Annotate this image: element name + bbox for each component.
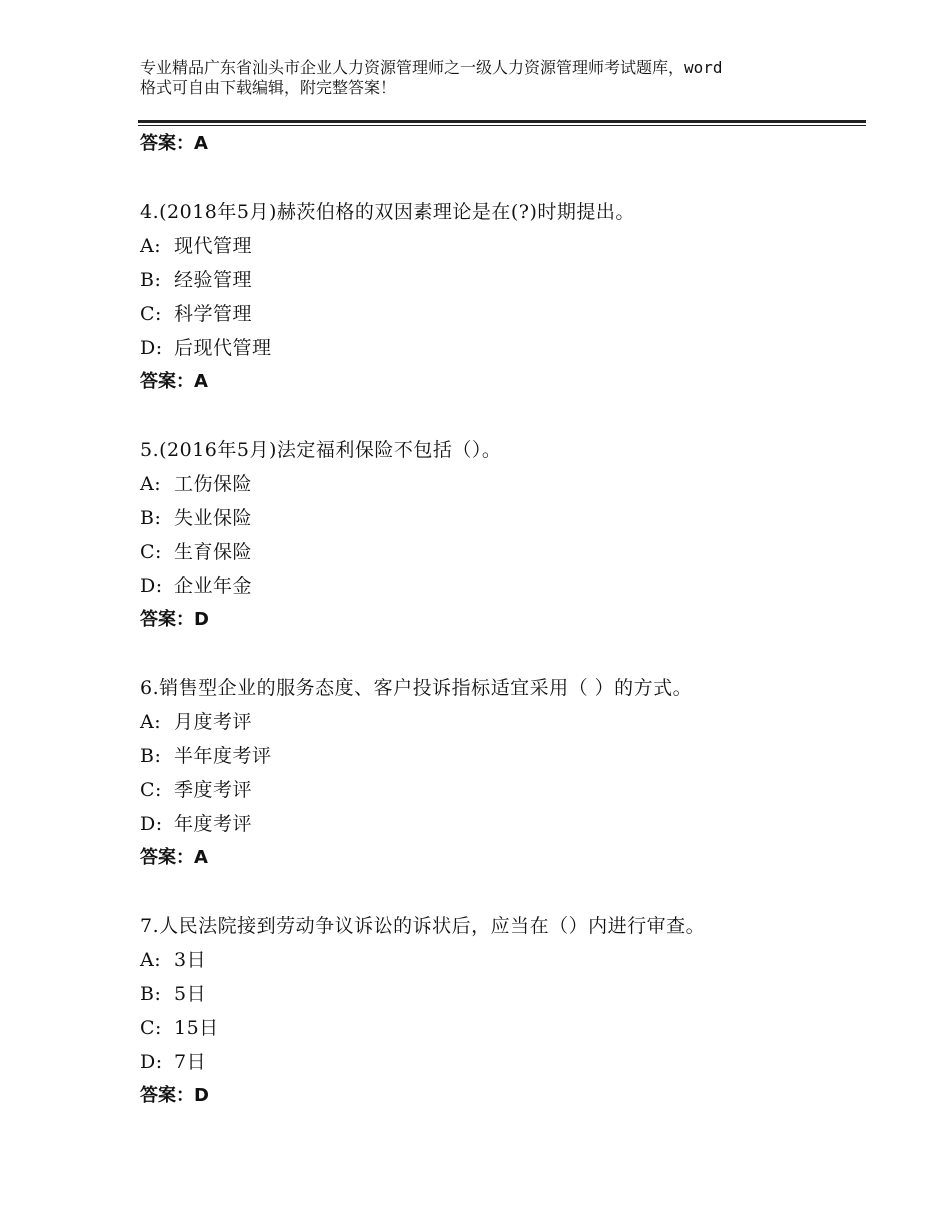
option-a bbox=[140, 229, 860, 263]
option-letter: B: bbox=[140, 507, 162, 529]
option-letter: D: bbox=[140, 575, 163, 597]
question-7 bbox=[140, 909, 860, 1113]
header-rule-thin bbox=[138, 125, 866, 126]
option-c bbox=[140, 773, 860, 807]
question-list bbox=[140, 127, 860, 1113]
option-letter: B: bbox=[140, 269, 162, 291]
option-letter: A: bbox=[140, 473, 162, 495]
option-text: 7日 bbox=[174, 1051, 207, 1073]
question-5 bbox=[140, 433, 860, 637]
option-text: 工伤保险 bbox=[174, 473, 253, 495]
option-text: 半年度考评 bbox=[174, 745, 272, 767]
option-letter: D: bbox=[140, 337, 163, 359]
option-text: 现代管理 bbox=[174, 235, 253, 257]
option-letter: A: bbox=[140, 949, 162, 971]
answer: 答案：A bbox=[140, 371, 208, 392]
option-d bbox=[140, 331, 860, 365]
answer: 答案：A bbox=[140, 847, 208, 868]
option-a bbox=[140, 705, 860, 739]
option-letter: C: bbox=[140, 779, 162, 801]
option-a bbox=[140, 943, 860, 977]
option-letter: B: bbox=[140, 983, 162, 1005]
option-d bbox=[140, 1045, 860, 1079]
option-c bbox=[140, 1011, 860, 1045]
option-letter: A: bbox=[140, 711, 162, 733]
answer: 答案：D bbox=[140, 609, 209, 630]
option-b bbox=[140, 501, 860, 535]
option-c bbox=[140, 297, 860, 331]
option-text: 季度考评 bbox=[174, 779, 253, 801]
question-text: 5.(2016年5月)法定福利保险不包括（）。 bbox=[140, 439, 502, 461]
option-letter: C: bbox=[140, 303, 162, 325]
question-text: 6.销售型企业的服务态度、客户投诉指标适宜采用（ ）的方式。 bbox=[140, 677, 693, 699]
option-letter: B: bbox=[140, 745, 162, 767]
question-text: 4.(2018年5月)赫茨伯格的双因素理论是在(?)时期提出。 bbox=[140, 201, 635, 223]
option-letter: C: bbox=[140, 1017, 162, 1039]
option-d bbox=[140, 807, 860, 841]
option-letter: A: bbox=[140, 235, 162, 257]
document-header bbox=[140, 58, 840, 98]
option-a bbox=[140, 467, 860, 501]
option-text: 5日 bbox=[174, 983, 207, 1005]
header-line-2: 格式可自由下载编辑，附完整答案！ bbox=[140, 78, 397, 97]
option-letter: D: bbox=[140, 813, 163, 835]
option-letter: D: bbox=[140, 1051, 163, 1073]
option-text: 科学管理 bbox=[174, 303, 253, 325]
option-c bbox=[140, 535, 860, 569]
option-text: 经验管理 bbox=[174, 269, 253, 291]
option-d bbox=[140, 569, 860, 603]
header-line-1: 专业精品广东省汕头市企业人力资源管理师之一级人力资源管理师考试题库，word bbox=[140, 58, 723, 77]
option-text: 3日 bbox=[174, 949, 207, 971]
header-rule-thick bbox=[138, 120, 866, 123]
option-b bbox=[140, 263, 860, 297]
option-text: 失业保险 bbox=[174, 507, 253, 529]
option-text: 企业年金 bbox=[174, 575, 253, 597]
answer-prev: 答案：A bbox=[140, 133, 208, 154]
option-text: 生育保险 bbox=[174, 541, 253, 563]
option-text: 后现代管理 bbox=[174, 337, 272, 359]
question-text: 7.人民法院接到劳动争议诉讼的诉状后，应当在（）内进行审查。 bbox=[140, 915, 706, 937]
option-b bbox=[140, 739, 860, 773]
question-6 bbox=[140, 671, 860, 875]
option-letter: C: bbox=[140, 541, 162, 563]
option-text: 月度考评 bbox=[174, 711, 253, 733]
answer: 答案：D bbox=[140, 1085, 209, 1106]
option-text: 年度考评 bbox=[174, 813, 253, 835]
question-4 bbox=[140, 195, 860, 399]
option-b bbox=[140, 977, 860, 1011]
option-text: 15日 bbox=[174, 1017, 219, 1039]
